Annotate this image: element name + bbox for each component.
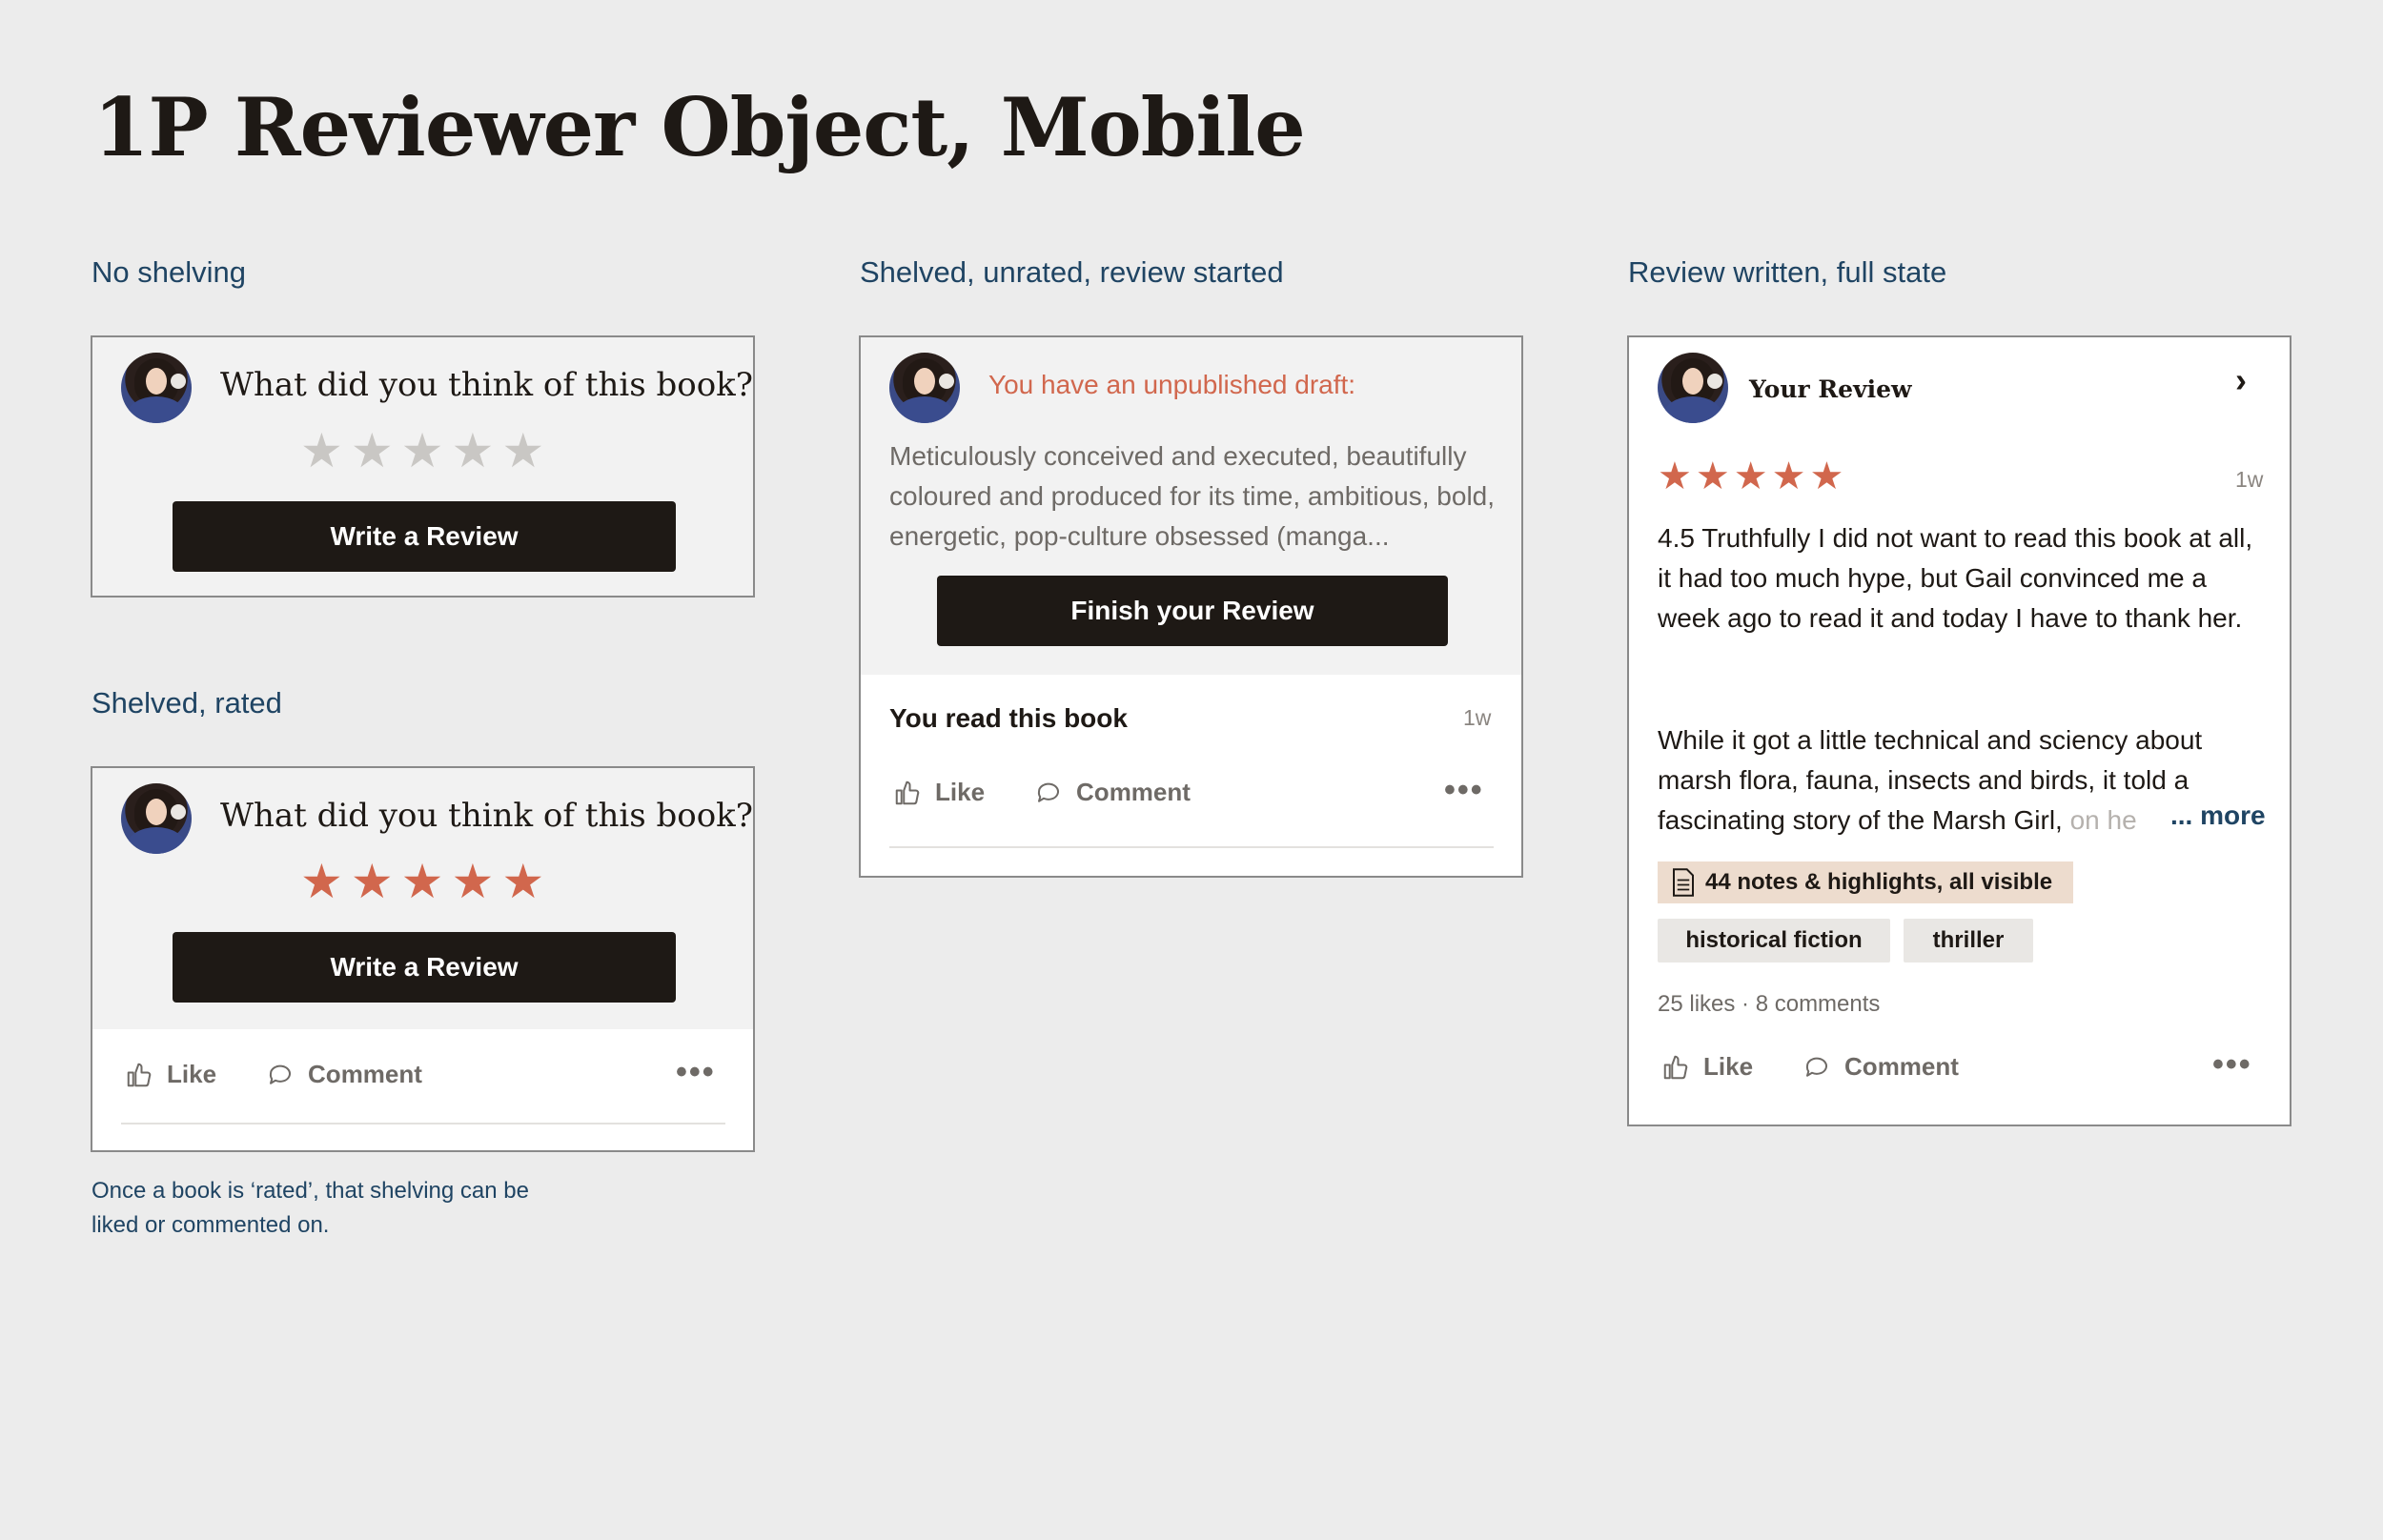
like-label: Like: [935, 778, 986, 806]
star-icon[interactable]: ★: [501, 424, 545, 477]
review-paragraph: While it got a little technical and sciency about marsh flora, fauna, insects and birds, it told a: [1658, 725, 2203, 795]
draft-label: You have an unpublished draft:: [988, 370, 1356, 399]
star-rating[interactable]: [300, 424, 545, 477]
tag-historical-fiction[interactable]: historical fiction: [1658, 919, 1890, 962]
section-label-shelved-rated: Shelved, rated: [92, 686, 282, 719]
comment-label: Comment: [308, 1060, 422, 1088]
action-row: [1661, 1052, 2008, 1082]
more-options-icon[interactable]: •••: [2212, 1046, 2252, 1083]
comment-label: Comment: [1844, 1052, 1959, 1081]
write-review-button[interactable]: Write a Review: [173, 501, 676, 572]
draft-preview[interactable]: Meticulously conceived and executed, beautifully coloured and produced for its time, ambitious, bold, energetic, pop-culture obsessed (manga...: [889, 441, 1496, 551]
notes-badge[interactable]: [1658, 861, 2073, 903]
card-review-written: [1627, 335, 2291, 1126]
rating-prompt: What did you think of this book?: [220, 797, 754, 835]
comment-icon: [1803, 1053, 1831, 1082]
comment-button[interactable]: [266, 1060, 422, 1089]
star-icon[interactable]: ★: [400, 855, 444, 908]
engagement-stats[interactable]: 25 likes · 8 comments: [1658, 991, 1881, 1017]
avatar[interactable]: [1658, 353, 1728, 423]
rated-note: Once a book is ‘rated’, that shelving can be liked or commented on.: [92, 1178, 529, 1238]
more-options-icon[interactable]: •••: [676, 1054, 716, 1090]
review-last-line-text: fascinating story of the Marsh Girl,: [1658, 805, 2070, 835]
like-label: Like: [167, 1060, 217, 1088]
star-icon[interactable]: ★: [501, 855, 545, 908]
thumbs-up-icon: [893, 779, 922, 807]
document-icon: [1671, 868, 1696, 897]
section-label-review-written: Review written, full state: [1628, 255, 1947, 289]
tag-thriller[interactable]: thriller: [1904, 919, 2033, 962]
comment-icon: [1034, 779, 1063, 807]
more-options-icon[interactable]: •••: [1444, 772, 1484, 808]
star-icon[interactable]: ★: [451, 424, 495, 477]
like-label: Like: [1703, 1052, 1754, 1081]
avatar[interactable]: [889, 353, 960, 423]
thumbs-up-icon: [125, 1061, 153, 1089]
finish-review-button[interactable]: Finish your Review: [937, 576, 1448, 646]
star-icon[interactable]: ★: [300, 424, 343, 477]
your-review-title[interactable]: Your Review: [1749, 375, 1912, 403]
review-fade-text: on he: [2069, 805, 2137, 835]
action-row: [893, 778, 1240, 807]
star-icon: ★: [1733, 456, 1768, 497]
page-title: 1P Reviewer Object, Mobile: [93, 80, 1305, 174]
like-button[interactable]: [1661, 1052, 1753, 1082]
star-icon[interactable]: ★: [300, 855, 343, 908]
divider: [889, 846, 1494, 848]
star-icon[interactable]: ★: [451, 855, 495, 908]
star-icon[interactable]: ★: [350, 855, 394, 908]
notes-badge-label: 44 notes & highlights, all visible: [1705, 869, 2053, 895]
timestamp: 1w: [1463, 705, 1492, 730]
star-icon: ★: [1658, 456, 1692, 497]
read-status-title: You read this book: [889, 703, 1128, 733]
avatar[interactable]: [121, 353, 192, 423]
star-icon: ★: [1809, 456, 1844, 497]
action-row: [125, 1060, 472, 1089]
comment-icon: [266, 1061, 295, 1089]
review-paragraph: 4.5 Truthfully I did not want to read this book at all, it had too much hype, but Gail convinced me a week ago to read it and today I have to thank her.: [1658, 523, 2253, 633]
read-more-link[interactable]: ... more: [2170, 800, 2266, 830]
review-last-line: [1658, 800, 2137, 841]
chevron-right-icon[interactable]: ›: [2235, 360, 2247, 399]
card-review-started: [859, 335, 1523, 878]
divider: [121, 1123, 725, 1125]
like-button[interactable]: [125, 1060, 216, 1089]
comment-button[interactable]: [1034, 778, 1191, 807]
comment-label: Comment: [1076, 778, 1191, 806]
card-no-shelving: [91, 335, 755, 598]
comment-button[interactable]: [1803, 1052, 1959, 1082]
star-icon[interactable]: ★: [400, 424, 444, 477]
star-rating[interactable]: [300, 855, 545, 908]
thumbs-up-icon: [1661, 1053, 1690, 1082]
section-label-review-started: Shelved, unrated, review started: [860, 255, 1284, 289]
avatar[interactable]: [121, 783, 192, 854]
timestamp: 1w: [2235, 467, 2264, 492]
star-icon: ★: [1771, 456, 1806, 497]
like-button[interactable]: [893, 778, 985, 807]
card-shelved-rated: [91, 766, 755, 1152]
star-icon[interactable]: ★: [350, 424, 394, 477]
rating-prompt: What did you think of this book?: [220, 366, 754, 404]
write-review-button[interactable]: Write a Review: [173, 932, 676, 1003]
section-label-no-shelving: No shelving: [92, 255, 246, 289]
star-icon: ★: [1695, 456, 1730, 497]
star-rating: [1658, 457, 1843, 496]
